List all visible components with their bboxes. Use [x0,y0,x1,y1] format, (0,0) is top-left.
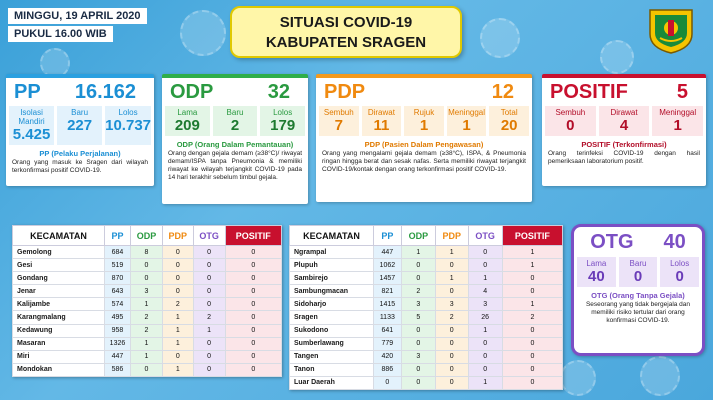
cell-odp: 0 [130,363,162,376]
otg-desc-title: OTG (Orang Tanpa Gejala) [591,291,685,300]
table-row [13,298,282,311]
cell-otg: 1 [468,324,502,337]
otg-card [571,224,705,356]
virus-decoration [480,18,520,58]
cell-kecamatan: Tanon [290,363,374,376]
cell-positif: 1 [502,298,562,311]
cell-odp: 2 [130,324,162,337]
time-label: PUKUL 16.00 WIB [8,26,113,42]
stat-value: 0 [566,117,575,134]
stat-label: Lama [586,259,607,268]
stat-value: 10.737 [105,117,152,134]
cell-pdp: 0 [163,259,194,272]
cell-kecamatan: Mondokan [13,363,105,376]
cell-pdp: 0 [435,324,468,337]
stat-label: Baru [226,108,244,117]
cell-pdp: 0 [163,272,194,285]
cell-positif: 1 [502,246,562,259]
cell-kecamatan: Sambirejo [290,272,374,285]
odp-desc: Orang dengan gejala demam (≥38°C)/ riwayat demam/ISPA tanpa Pneumonia & memiliki riwayat ke wilayah terjangkit COVID-19 pada 14 hari terakhir sebelum timbul gejala. [168,150,302,181]
cell-kecamatan: Jenar [13,285,105,298]
col-odp: ODP [401,226,435,246]
cell-positif: 0 [502,350,562,363]
col-positif: POSITIF [502,226,562,246]
cell-pdp: 0 [435,285,468,298]
cell-positif: 2 [502,311,562,324]
virus-decoration [180,10,226,56]
cell-positif: 1 [502,259,562,272]
cell-pp: 447 [105,350,131,363]
table-header-row [290,226,563,246]
cell-pp: 1415 [374,298,402,311]
table-row [290,376,563,389]
cell-odp: 0 [401,363,435,376]
stat-label: Sembuh [323,108,354,117]
cell-kecamatan: Gemolong [13,246,105,259]
cell-positif: 0 [225,246,281,259]
cell-otg: 2 [193,311,225,324]
cell-pdp: 1 [163,363,194,376]
positif-desc: Orang terinfeksi COVID-19 dengan hasil pemeriksaan laboratorium positif. [548,150,700,165]
pdp-card [316,74,532,202]
cell-kecamatan: Miri [13,350,105,363]
cell-positif: 0 [225,363,281,376]
cell-odp: 3 [130,285,162,298]
cell-odp: 0 [130,272,162,285]
odp-total: 32 [267,80,290,103]
cell-kecamatan: Masaran [13,337,105,350]
cell-pp: 886 [374,363,402,376]
cell-odp: 0 [401,376,435,389]
col-positif: POSITIF [225,226,281,246]
col-kecamatan: KECAMATAN [290,226,374,246]
pp-desc-title: PP (Pelaku Perjalanan) [39,149,121,158]
stat-value: 2 [230,117,240,134]
table-row [290,324,563,337]
cell-otg: 3 [468,298,502,311]
table-row [13,324,282,337]
cell-otg: 0 [468,363,502,376]
cell-pdp: 0 [435,376,468,389]
cell-kecamatan: Karangmalang [13,311,105,324]
cell-positif: 0 [225,337,281,350]
cell-pp: 519 [105,259,131,272]
col-pdp: PDP [163,226,194,246]
stat-value: 20 [500,117,518,134]
table-row [290,337,563,350]
pp-card [6,74,154,186]
cell-pdp: 0 [435,337,468,350]
kecamatan-table-2 [289,225,563,390]
table-row [13,259,282,272]
cell-pdp: 2 [435,311,468,324]
cell-otg: 0 [468,350,502,363]
regency-emblem-icon [646,6,696,54]
cell-positif: 0 [502,324,562,337]
otg-stat-lolos [660,257,699,287]
cell-odp: 0 [130,259,162,272]
virus-decoration [600,40,634,74]
cell-otg: 0 [193,272,225,285]
cell-kecamatan: Sragen [290,311,374,324]
cell-positif: 0 [225,298,281,311]
cell-pdp: 0 [163,350,194,363]
cell-pp: 1062 [374,259,402,272]
cell-pp: 643 [105,285,131,298]
pp-desc: Orang yang masuk ke Sragen dari wilayah terkonfirmasi positif COVID-19. [12,159,148,174]
cell-kecamatan: Tangen [290,350,374,363]
table-header-row [13,226,282,246]
col-odp: ODP [130,226,162,246]
stat-value: 7 [334,117,343,134]
cell-pdp: 0 [163,285,194,298]
cell-pp: 420 [374,350,402,363]
pdp-stat-meninggal [447,106,487,136]
pdp-stat-rujuk [404,106,444,136]
cell-pdp: 0 [435,350,468,363]
cell-pdp: 2 [163,298,194,311]
stat-value: 209 [174,117,200,134]
cell-pp: 870 [105,272,131,285]
stat-label: Rujuk [413,108,435,117]
stat-value: 1 [419,117,429,134]
table-row [13,272,282,285]
stat-label: Lolos [118,108,138,117]
cell-otg: 0 [193,350,225,363]
col-pdp: PDP [435,226,468,246]
cell-positif: 0 [502,363,562,376]
cell-positif: 0 [225,324,281,337]
cell-odp: 0 [401,259,435,272]
cell-otg: 0 [193,246,225,259]
cell-positif: 0 [225,285,281,298]
odp-stat-lama [165,106,210,136]
kecamatan-table-1 [12,225,282,377]
cell-pdp: 0 [163,246,194,259]
otg-desc: Seseorang yang tidak bergejala dan memiliki risiko tertular dari orang konfirmasi COVID-19. [585,301,691,324]
odp-stat-baru [213,106,258,136]
stat-value: 40 [587,268,605,285]
cell-pp: 958 [105,324,131,337]
table-row [13,285,282,298]
pdp-label: PDP [324,80,366,103]
stat-label: Meninggal [448,108,486,117]
table-row [290,259,563,272]
cell-odp: 0 [401,272,435,285]
table-row [290,350,563,363]
col-pp: PP [105,226,131,246]
pp-label: PP [14,80,41,103]
stat-value: 5.425 [12,126,51,143]
cell-pp: 1326 [105,337,131,350]
cell-odp: 0 [401,337,435,350]
cell-pp: 1133 [374,311,402,324]
otg-stat-baru [619,257,658,287]
cell-otg: 26 [468,311,502,324]
cell-otg: 4 [468,285,502,298]
cell-otg: 0 [468,259,502,272]
virus-decoration [640,356,680,396]
cell-kecamatan: Gesi [13,259,105,272]
table-row [290,285,563,298]
cell-pp: 447 [374,246,402,259]
cell-otg: 0 [468,337,502,350]
table-row [13,337,282,350]
pp-stat-lolos [105,106,151,145]
cell-pp: 495 [105,311,131,324]
virus-decoration [560,360,596,396]
title-line-1: SITUASI COVID-19 [279,14,413,31]
positif-stat-dirawat [599,106,650,136]
cell-otg: 0 [193,298,225,311]
date-label: MINGGU, 19 APRIL 2020 [8,8,147,24]
stat-label: Lolos [670,259,690,268]
cell-pp: 1457 [374,272,402,285]
cell-otg: 0 [468,246,502,259]
otg-total: 40 [663,230,686,253]
cell-pdp: 0 [435,363,468,376]
cell-kecamatan: Sumberlawang [290,337,374,350]
stat-value: 1 [673,117,682,134]
cell-kecamatan: Plupuh [290,259,374,272]
cell-odp: 1 [130,298,162,311]
stat-value: 4 [619,117,629,134]
pdp-desc: Orang yang mengalami gejala demam (≥38°C), ISPA, & Pneumonia ringan hingga berat dan sesak nafas. Serta memiliki riwayat terjangkit COVID-19/kontak dengan orang terkonfirmasi positif COVID-19. [322,150,526,173]
col-pp: PP [374,226,402,246]
table-row [290,311,563,324]
otg-stat-lama [577,257,616,287]
stat-label: Lolos [273,108,293,117]
odp-card [162,74,308,204]
pp-total: 16.162 [74,80,136,103]
cell-pp: 574 [105,298,131,311]
cell-odp: 3 [401,298,435,311]
positif-total: 5 [676,80,688,103]
stat-value: 227 [67,117,93,134]
cell-pdp: 3 [435,298,468,311]
cell-positif: 0 [225,272,281,285]
cell-odp: 1 [130,350,162,363]
stat-label: Lama [177,108,198,117]
stat-label: Baru [629,259,647,268]
cell-otg: 1 [193,324,225,337]
cell-pp: 684 [105,246,131,259]
cell-positif: 0 [502,376,562,389]
cell-kecamatan: Sukodono [290,324,374,337]
positif-card [542,74,706,186]
title-line-2: KABUPATEN SRAGEN [265,34,427,51]
table-row [290,298,563,311]
cell-kecamatan: Sidoharjo [290,298,374,311]
pdp-desc-title: PDP (Pasien Dalam Pengawasan) [364,140,484,149]
table-row [290,363,563,376]
odp-label: ODP [170,80,214,103]
cell-pp: 586 [105,363,131,376]
positif-desc-title: POSITIF (Terkonfirmasi) [581,140,667,149]
pdp-stat-total [489,106,529,136]
stat-value: 0 [675,268,684,285]
cell-pdp: 1 [435,246,468,259]
cell-kecamatan: Kedawung [13,324,105,337]
date-time [8,8,147,44]
cell-pdp: 1 [163,337,194,350]
pdp-stat-sembuh [319,106,359,136]
odp-stat-lolos [260,106,305,136]
odp-desc-title: ODP (Orang Dalam Pemantauan) [176,140,294,149]
cell-odp: 2 [401,285,435,298]
cell-kecamatan: Luar Daerah [290,376,374,389]
pdp-stat-dirawat [362,106,402,136]
otg-label: OTG [590,230,634,253]
cell-odp: 3 [401,350,435,363]
cell-pp: 779 [374,337,402,350]
cell-positif: 0 [225,350,281,363]
cell-kecamatan: Gondang [13,272,105,285]
cell-positif: 0 [225,259,281,272]
col-otg: OTG [468,226,502,246]
positif-stat-sembuh [545,106,596,136]
col-otg: OTG [193,226,225,246]
cell-otg: 0 [193,363,225,376]
cell-otg: 0 [193,259,225,272]
cell-odp: 1 [401,246,435,259]
stat-value: 179 [270,117,296,134]
stat-label: Dirawat [367,108,395,117]
table-row [13,350,282,363]
cell-positif: 0 [225,311,281,324]
cell-odp: 1 [130,337,162,350]
cell-positif: 0 [502,272,562,285]
cell-otg: 0 [193,285,225,298]
cell-odp: 2 [130,311,162,324]
stat-value: 11 [373,117,390,134]
cell-pp: 0 [374,376,402,389]
cell-positif: 0 [502,285,562,298]
positif-label: POSITIF [550,80,628,103]
cell-otg: 1 [468,376,502,389]
stat-label: Isolasi Mandiri [18,108,45,126]
positif-stat-meninggal [652,106,703,136]
cell-pp: 641 [374,324,402,337]
cell-kecamatan: Sambungmacan [290,285,374,298]
stat-label: Total [500,108,518,117]
stat-label: Sembuh [555,108,586,117]
cell-positif: 0 [502,337,562,350]
cell-pdp: 1 [435,272,468,285]
cell-pdp: 1 [163,324,194,337]
table-row [290,246,563,259]
cell-odp: 0 [401,324,435,337]
cell-otg: 1 [468,272,502,285]
stat-label: Meninggal [659,108,697,117]
pp-stat-baru [57,106,102,145]
table-row [13,246,282,259]
cell-pdp: 0 [435,259,468,272]
cell-pp: 821 [374,285,402,298]
stat-label: Dirawat [610,108,638,117]
stat-label: Baru [71,108,89,117]
stat-value: 0 [633,268,643,285]
table-row [13,363,282,376]
cell-kecamatan: Kalijambe [13,298,105,311]
pdp-total: 12 [491,80,514,103]
cell-odp: 8 [130,246,162,259]
table-row [13,311,282,324]
page-title [230,6,462,58]
cell-otg: 0 [193,337,225,350]
pp-stat-isolasi [9,106,54,145]
col-kecamatan: KECAMATAN [13,226,105,246]
stat-value: 1 [462,117,471,134]
cell-kecamatan: Ngrampal [290,246,374,259]
cell-pdp: 1 [163,311,194,324]
table-row [290,272,563,285]
cell-odp: 5 [401,311,435,324]
